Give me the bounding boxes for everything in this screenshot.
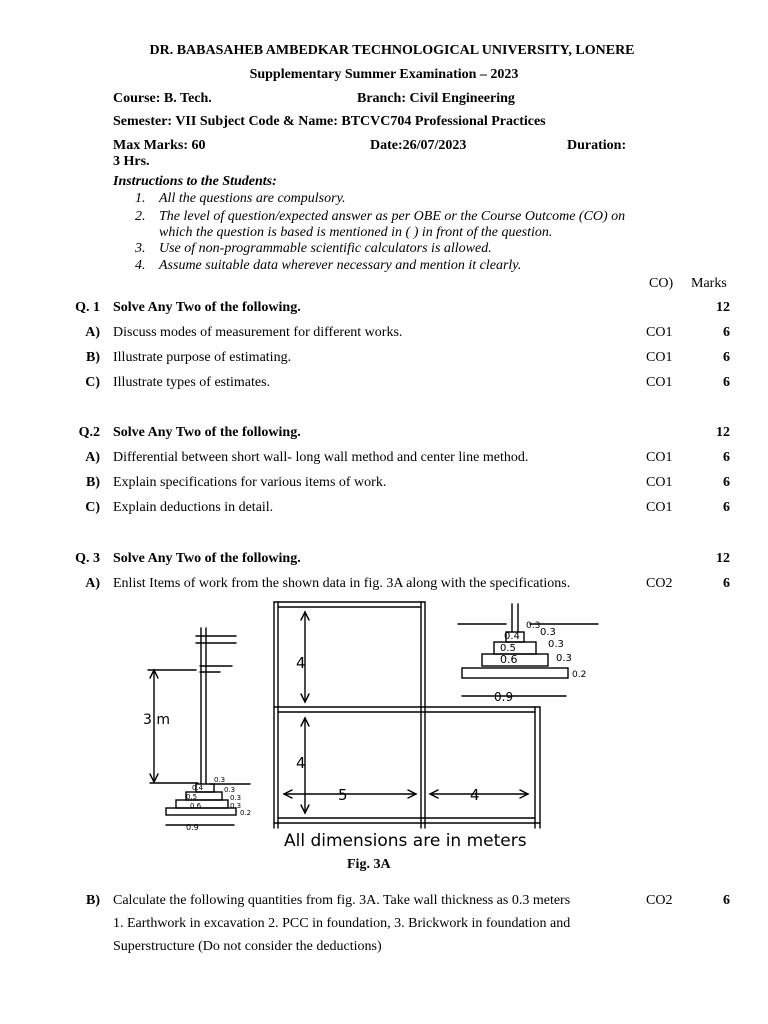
dim-label: 0.2 [240, 809, 252, 817]
instructions-title: Instructions to the Students: [113, 174, 277, 189]
part-co: CO2 [646, 576, 673, 591]
part-marks: 6 [723, 325, 730, 340]
question-number: Q. 1 [75, 300, 100, 315]
part-marks: 6 [723, 500, 730, 515]
part-label: B) [86, 893, 100, 908]
part-text: Illustrate purpose of estimating. [113, 350, 292, 365]
branch-label: Branch: Civil Engineering [357, 91, 515, 106]
footing-detail-drawing [458, 604, 598, 696]
dim-label: 0.5 [186, 793, 198, 801]
part-text-cont: Superstructure (Do not consider the deductions) [113, 939, 382, 954]
part-text: Enlist Items of work from the shown data in fig. 3A along with the specifications. [113, 576, 571, 591]
instruction-text: The level of question/expected answer as per OBE or the Course Outcome (CO) on [159, 209, 626, 224]
university-name: DR. BABASAHEB AMBEDKAR TECHNOLOGICAL UNIVERSITY, LONERE [149, 43, 635, 58]
part-text: Illustrate types of estimates. [113, 375, 271, 390]
part-label: A) [85, 325, 100, 340]
dim-label: 0.6 [190, 802, 202, 810]
question-title: Solve Any Two of the following. [113, 425, 301, 440]
instruction-text-cont: which the question is based is mentioned in ( ) in front of the question. [159, 225, 553, 240]
height-label: 3 m [143, 712, 170, 728]
part-marks: 6 [723, 576, 730, 591]
duration-label: Duration: [567, 138, 627, 153]
part-text: Explain specifications for various items of work. [113, 475, 387, 490]
part-label: B) [86, 475, 100, 490]
part-text: Differential between short wall- long wall method and center line method. [113, 450, 529, 465]
part-marks: 6 [723, 475, 730, 490]
part-text: Explain deductions in detail. [113, 500, 274, 515]
question-marks: 12 [716, 425, 730, 440]
part-co: CO1 [646, 450, 673, 465]
instruction-text: Assume suitable data wherever necessary and mention it clearly. [159, 258, 522, 273]
duration-value: 3 Hrs. [113, 154, 150, 169]
dim-label: 0.4 [504, 631, 520, 642]
course-label: Course: B. Tech. [113, 91, 212, 106]
part-label: C) [85, 375, 100, 390]
dim-label: 0.3 [526, 621, 541, 631]
dim-label: 0.5 [500, 643, 516, 654]
marks-column-header: Marks [691, 276, 727, 291]
room-width-label: 4 [470, 786, 480, 804]
part-label: A) [85, 576, 100, 591]
part-marks: 6 [723, 350, 730, 365]
part-marks: 6 [723, 375, 730, 390]
dimensions-note: All dimensions are in meters [284, 831, 527, 851]
dim-label: 0.9 [494, 690, 514, 704]
dim-label: 0.3 [548, 639, 564, 650]
dim-label: 0.3 [214, 776, 226, 784]
semester-label: Semester: VII Subject Code & Name: BTCVC704 Professional Practices [113, 114, 546, 129]
room-height-label: 4 [296, 654, 306, 672]
exam-date: Date:26/07/2023 [370, 138, 467, 153]
part-marks: 6 [723, 893, 730, 908]
plan-drawing [274, 602, 540, 828]
dim-label: 0.9 [186, 823, 199, 832]
question-marks: 12 [716, 551, 730, 566]
part-co: CO1 [646, 475, 673, 490]
figure-caption: Fig. 3A [347, 857, 391, 872]
max-marks: Max Marks: 60 [113, 138, 206, 153]
part-label: B) [86, 350, 100, 365]
dim-label: 0.6 [500, 653, 518, 666]
dim-label: 0.3 [230, 794, 242, 802]
part-co: CO1 [646, 325, 673, 340]
dim-label: 0.3 [230, 802, 242, 810]
dim-label: 0.3 [556, 653, 572, 664]
dim-label: 0.4 [192, 784, 204, 792]
part-text: Calculate the following quantities from fig. 3A. Take wall thickness as 0.3 meters [113, 893, 571, 908]
dim-label: 0.3 [224, 786, 236, 794]
instruction-text: Use of non-programmable scientific calculators is allowed. [159, 241, 492, 256]
question-title: Solve Any Two of the following. [113, 300, 301, 315]
dim-label: 0.2 [572, 670, 587, 680]
instruction-num: 4. [135, 258, 146, 273]
instruction-num: 2. [135, 209, 146, 224]
question-number: Q. 3 [75, 551, 100, 566]
question-marks: 12 [716, 300, 730, 315]
room-height-label: 4 [296, 754, 306, 772]
room-width-label: 5 [338, 786, 348, 804]
part-co: CO1 [646, 375, 673, 390]
part-label: C) [85, 500, 100, 515]
instruction-text: All the questions are compulsory. [159, 191, 346, 206]
question-number: Q.2 [78, 425, 100, 440]
exam-title: Supplementary Summer Examination – 2023 [249, 67, 519, 82]
instruction-num: 1. [135, 191, 146, 206]
figure-3a [0, 598, 768, 858]
dim-label: 0.3 [540, 627, 556, 638]
part-co: CO1 [646, 500, 673, 515]
part-co: CO2 [646, 893, 673, 908]
part-marks: 6 [723, 450, 730, 465]
part-label: A) [85, 450, 100, 465]
question-title: Solve Any Two of the following. [113, 551, 301, 566]
co-column-header: CO) [649, 276, 674, 291]
part-text: Discuss modes of measurement for different works. [113, 325, 403, 340]
part-text-cont: 1. Earthwork in excavation 2. PCC in foundation, 3. Brickwork in foundation and [113, 916, 571, 931]
part-co: CO1 [646, 350, 673, 365]
instruction-num: 3. [135, 241, 146, 256]
